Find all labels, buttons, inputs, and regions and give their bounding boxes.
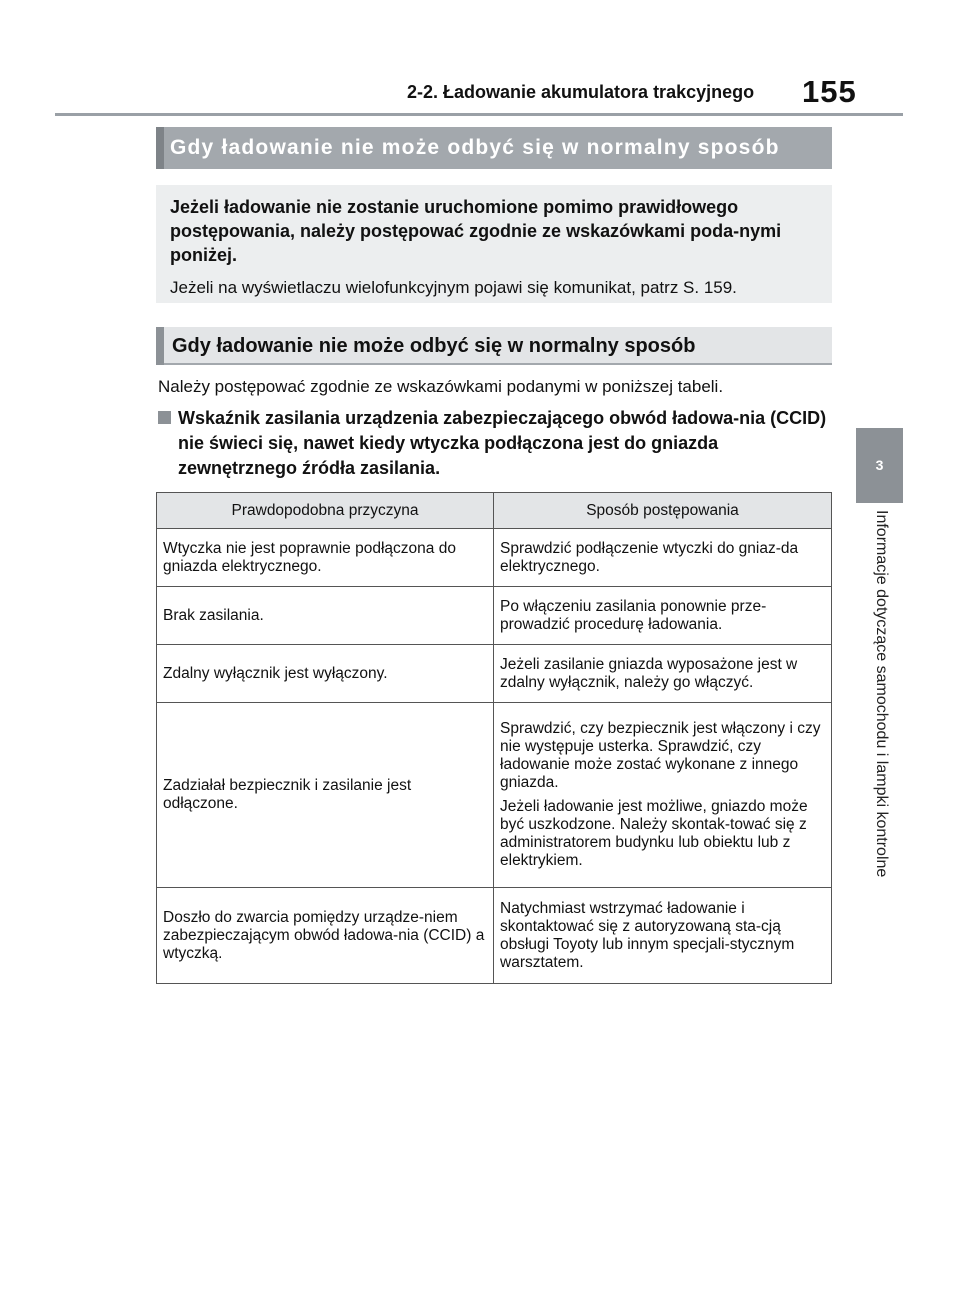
- action-text: Jeżeli ładowanie jest możliwe, gniazdo może być uszkodzone. Należy skontak-tować się z administratorem budynku lub obiektu lub z elektrykiem.: [500, 798, 808, 869]
- header-divider: [55, 113, 903, 116]
- chapter-title: Informacje dotyczące samochodu i lampki kontrolne: [873, 510, 890, 878]
- note-text: Jeżeli na wyświetlaczu wielofunkcyjnym pojawi się komunikat, patrz S. 159.: [170, 278, 737, 297]
- action-text: Natychmiast wstrzymać ładowanie i skontaktować się z autoryzowaną sta-cją obsługi Toyoty lub innym specjali-stycznym warsztatem.: [500, 899, 795, 971]
- chapter-tab[interactable]: 3: [856, 428, 903, 503]
- action-text: Sprawdzić, czy bezpiecznik jest włączony i czy nie występuje usterka. Sprawdzić, czy ładowanie może zostać wykonane z innego gniazda.: [500, 720, 821, 791]
- table-row: [157, 645, 832, 703]
- troubleshooting-table: [156, 492, 832, 984]
- cause-cell: Doszło do zwarcia pomiędzy urządze-niem zabezpieczającym obwód ładowa-nia (CCID) a wtyczką.: [157, 888, 494, 984]
- action-text: Po włączeniu zasilania ponownie prze-prowadzić procedurę ładowania.: [500, 597, 767, 633]
- intro-text: Należy postępować zgodnie ze wskazówkami podanymi w poniższej tabeli.: [158, 377, 724, 396]
- cause-cell: Brak zasilania.: [157, 587, 494, 645]
- column-header-cause: Prawdopodobna przyczyna: [157, 493, 494, 529]
- table-row: [157, 529, 832, 587]
- section-title: 2-2. Ładowanie akumulatora trakcyjnego: [407, 82, 755, 102]
- table-row: [157, 703, 832, 888]
- bullet-item: [158, 406, 834, 481]
- bullet-text: Wskaźnik zasilania urządzenia zabezpieczającego obwód ładowa-nia (CCID) nie świeci się, nawet kiedy wtyczka podłączona jest do gniazda zewnętrznego źródła zasilania.: [178, 408, 827, 478]
- action-cell: [494, 703, 832, 888]
- action-text: Jeżeli zasilanie gniazda wyposażone jest w zdalny wyłącznik, należy go włączyć.: [500, 655, 798, 691]
- square-bullet-icon: [158, 411, 171, 424]
- action-cell: [494, 645, 832, 703]
- action-text: Sprawdzić podłączenie wtyczki do gniaz-da elektrycznego.: [500, 539, 799, 575]
- column-header-action: Sposób postępowania: [494, 493, 832, 529]
- section-banner: Gdy ładowanie nie może odbyć się w normalny sposób: [156, 127, 832, 169]
- action-cell: [494, 888, 832, 984]
- note-bold-text: Jeżeli ładowanie nie zostanie uruchomione pomimo prawidłowego postępowania, należy postępować zgodnie ze wskazówkami poda-nymi poniżej.: [170, 197, 782, 265]
- table-header-row: [157, 493, 832, 529]
- table-row: [157, 587, 832, 645]
- action-cell: [494, 529, 832, 587]
- action-cell: [494, 587, 832, 645]
- cause-cell: Zdalny wyłącznik jest wyłączony.: [157, 645, 494, 703]
- table-row: [157, 888, 832, 984]
- page-number: 155: [802, 74, 857, 109]
- cause-cell: Zadziałał bezpiecznik i zasilanie jest odłączone.: [157, 703, 494, 888]
- note-box: [156, 185, 832, 303]
- cause-cell: Wtyczka nie jest poprawnie podłączona do gniazda elektrycznego.: [157, 529, 494, 587]
- subsection-heading: Gdy ładowanie nie może odbyć się w normalny sposób: [156, 327, 832, 365]
